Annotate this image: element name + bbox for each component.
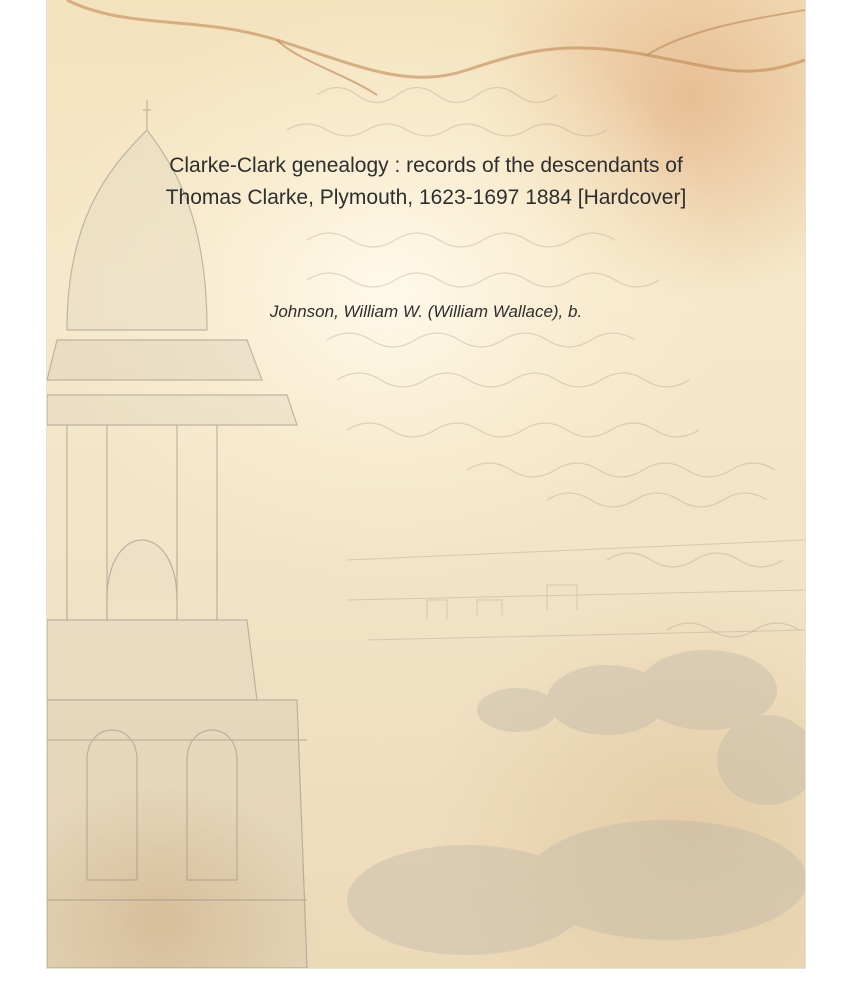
book-author: Johnson, William W. (William Wallace), b.	[269, 302, 583, 321]
book-title-line-2: Thomas Clarke, Plymouth, 1623-1697 1884 [Hardcover]	[165, 186, 687, 209]
book-title	[47, 150, 805, 214]
book-cover	[47, 0, 805, 968]
book-title-line-1: Clarke-Clark genealogy : records of the descendants of	[169, 154, 683, 177]
cover-illustration	[47, 0, 805, 968]
